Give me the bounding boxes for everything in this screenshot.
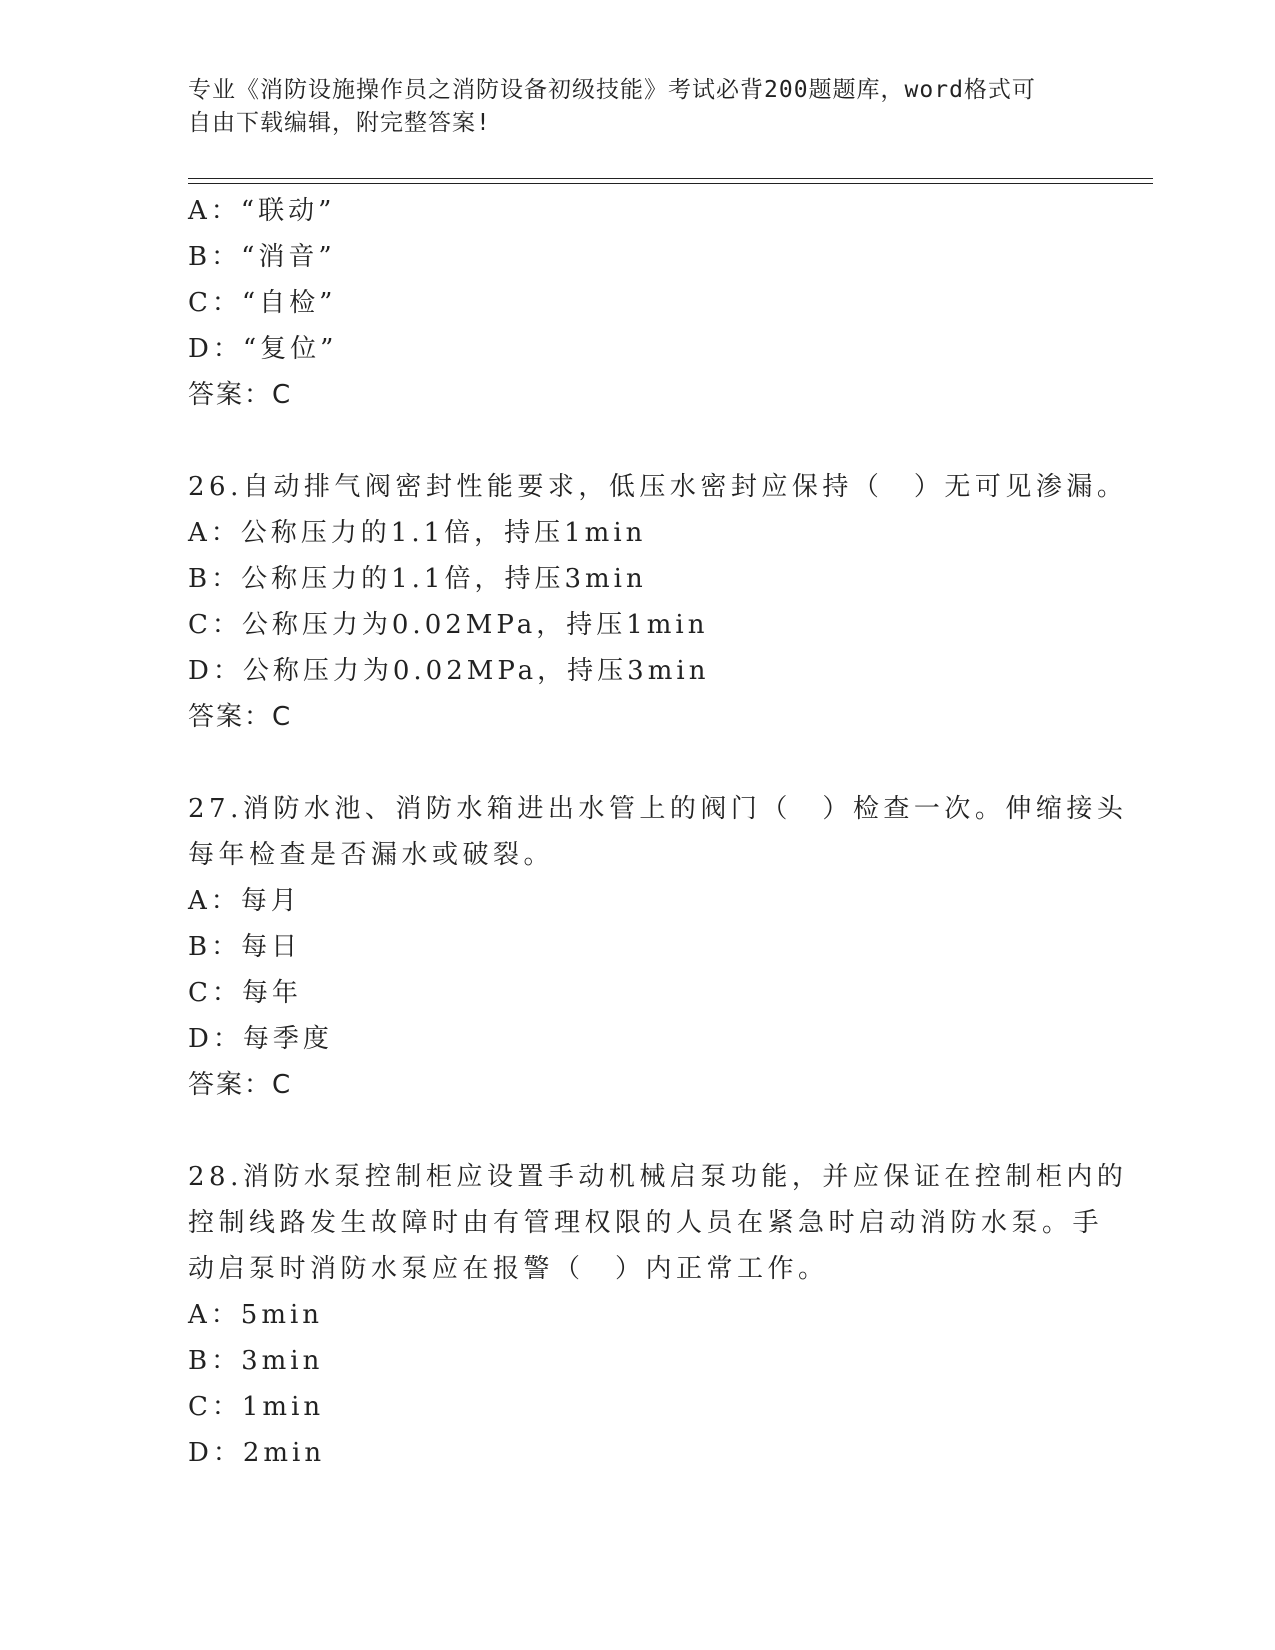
question-25-continued bbox=[188, 188, 1088, 418]
option-c: C：公称压力为0.02MPa，持压1min bbox=[188, 610, 709, 640]
option-b: B：3min bbox=[188, 1346, 324, 1376]
option-b: B：公称压力的1.1倍，持压3min bbox=[188, 564, 647, 594]
question-text: 控制线路发生故障时由有管理权限的人员在紧急时启动消防水泵。手 bbox=[188, 1208, 1104, 1238]
question-text: 动启泵时消防水泵应在报警（ ）内正常工作。 bbox=[188, 1254, 829, 1284]
question-list bbox=[188, 188, 1128, 1476]
option-d: D：“复位” bbox=[188, 334, 338, 364]
option-d: D：每季度 bbox=[188, 1024, 333, 1054]
option-c: C：“自检” bbox=[188, 288, 337, 318]
answer: 答案：C bbox=[188, 380, 293, 410]
option-b: B：每日 bbox=[188, 932, 302, 962]
document-header bbox=[188, 74, 1068, 140]
question-text: 28.消防水泵控制柜应设置手动机械启泵功能，并应保证在控制柜内的 bbox=[188, 1162, 1128, 1192]
question-26 bbox=[188, 464, 1128, 740]
option-a: A：“联动” bbox=[188, 196, 336, 226]
header-divider-bottom bbox=[188, 183, 1153, 184]
option-b: B：“消音” bbox=[188, 242, 336, 272]
option-c: C：每年 bbox=[188, 978, 302, 1008]
option-d: D：2min bbox=[188, 1438, 326, 1468]
option-d: D：公称压力为0.02MPa，持压3min bbox=[188, 656, 710, 686]
option-a: A：每月 bbox=[188, 886, 301, 916]
header-divider-top bbox=[188, 178, 1153, 179]
header-line-1: 专业《消防设施操作员之消防设备初级技能》考试必背200题题库，word格式可 bbox=[188, 77, 1036, 103]
question-text: 26.自动排气阀密封性能要求，低压水密封应保持（ ）无可见渗漏。 bbox=[188, 472, 1128, 502]
header-line-2: 自由下载编辑，附完整答案! bbox=[188, 110, 491, 136]
option-a: A：5min bbox=[188, 1300, 324, 1330]
answer: 答案：C bbox=[188, 1070, 293, 1100]
option-c: C：1min bbox=[188, 1392, 325, 1422]
answer: 答案：C bbox=[188, 702, 293, 732]
option-a: A：公称压力的1.1倍，持压1min bbox=[188, 518, 647, 548]
question-text: 每年检查是否漏水或破裂。 bbox=[188, 840, 555, 870]
question-text: 27.消防水池、消防水箱进出水管上的阀门（ ）检查一次。伸缩接头 bbox=[188, 794, 1128, 824]
question-27 bbox=[188, 786, 1128, 1108]
question-28 bbox=[188, 1154, 1128, 1476]
